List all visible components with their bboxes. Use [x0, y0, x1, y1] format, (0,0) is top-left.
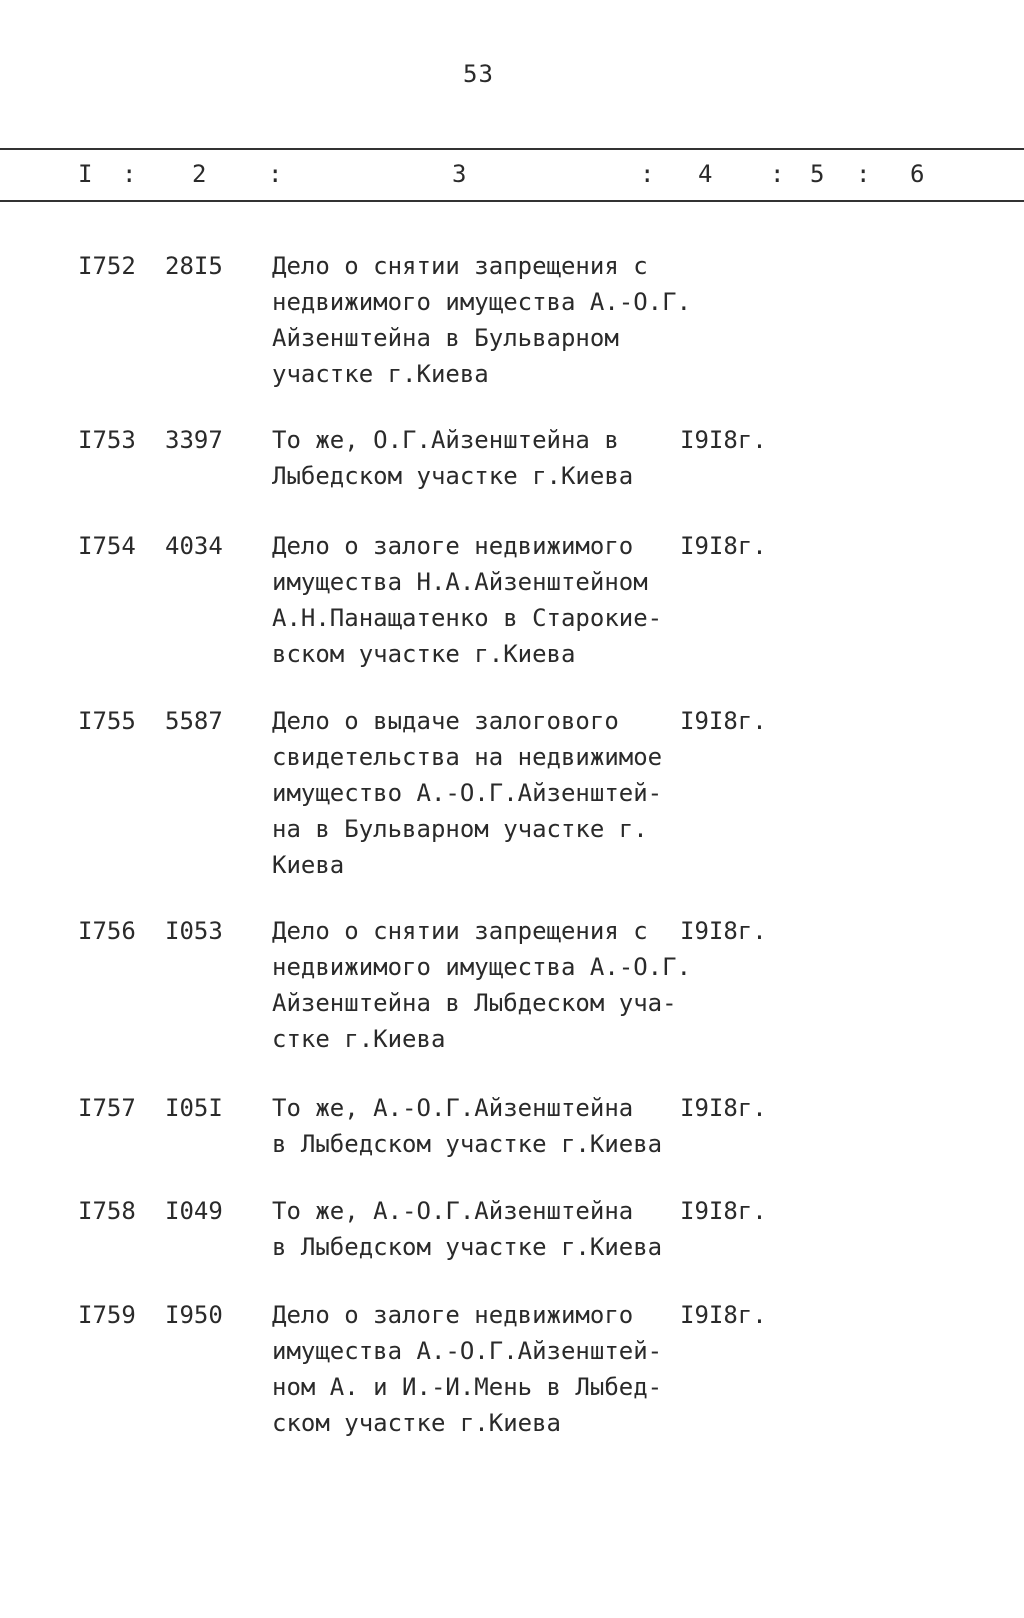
description-line: в Лыбедском участке г.Киева	[272, 1130, 663, 1158]
header-col-1: I	[78, 160, 93, 188]
description-line: То же, А.-О.Г.Айзенштейна	[272, 1094, 634, 1122]
description-line: стке г.Киева	[272, 1025, 446, 1053]
item-description	[272, 1297, 662, 1441]
header-separator: :	[122, 160, 137, 188]
item-number: I758	[78, 1197, 136, 1225]
item-number: I753	[78, 426, 136, 454]
item-number: I752	[78, 252, 136, 280]
description-line: То же, А.-О.Г.Айзенштейна	[272, 1197, 634, 1225]
description-line: ном А. и И.-И.Мень в Лыбед-	[272, 1373, 663, 1401]
header-col-3: 3	[452, 160, 467, 188]
header-col-2: 2	[192, 160, 207, 188]
item-number: I754	[78, 532, 136, 560]
item-description	[272, 913, 691, 1057]
description-line: вском участке г.Киева	[272, 640, 576, 668]
page-number: 53	[463, 60, 494, 88]
header-separator: :	[770, 160, 785, 188]
description-line: участке г.Киева	[272, 360, 489, 388]
header-col-6: 6	[910, 160, 925, 188]
item-date: I9I8г.	[680, 1094, 767, 1122]
description-line: имущества Н.А.Айзенштейном	[272, 568, 648, 596]
item-number: I756	[78, 917, 136, 945]
description-line: Дело о снятии запрещения с	[272, 252, 648, 280]
item-description	[272, 703, 662, 883]
old-reference-number: I049	[165, 1197, 223, 1225]
description-line: Лыбедском участке г.Киева	[272, 462, 634, 490]
description-line: Дело о снятии запрещения с	[272, 917, 648, 945]
description-line: недвижимого имущества А.-О.Г.	[272, 288, 692, 316]
description-line: Айзенштейна в Лыбдеском уча-	[272, 989, 677, 1017]
old-reference-number: 5587	[165, 707, 223, 735]
header-col-4: 4	[698, 160, 713, 188]
header-separator: :	[268, 160, 283, 188]
description-line: свидетельства на недвижимое	[272, 743, 663, 771]
description-line: недвижимого имущества А.-О.Г.	[272, 953, 692, 981]
description-line: Дело о залоге недвижимого	[272, 532, 634, 560]
old-reference-number: I05I	[165, 1094, 223, 1122]
old-reference-number: I053	[165, 917, 223, 945]
header-col-5: 5	[810, 160, 825, 188]
description-line: Айзенштейна в Бульварном	[272, 324, 619, 352]
item-date: I9I8г.	[680, 532, 767, 560]
description-line: ском участке г.Киева	[272, 1409, 561, 1437]
item-date: I9I8г.	[680, 707, 767, 735]
header-separator: :	[640, 160, 655, 188]
old-reference-number: I950	[165, 1301, 223, 1329]
item-date: I9I8г.	[680, 1197, 767, 1225]
description-line: Киева	[272, 851, 345, 879]
old-reference-number: 3397	[165, 426, 223, 454]
item-date: I9I8г.	[680, 1301, 767, 1329]
description-line: То же, О.Г.Айзенштейна в	[272, 426, 619, 454]
old-reference-number: 4034	[165, 532, 223, 560]
item-date: I9I8г.	[680, 917, 767, 945]
header-bottom-rule	[0, 200, 1024, 202]
item-description	[272, 1090, 662, 1162]
item-date: I9I8г.	[680, 426, 767, 454]
description-line: Дело о залоге недвижимого	[272, 1301, 634, 1329]
description-line: Дело о выдаче залогового	[272, 707, 619, 735]
description-line: имущество А.-О.Г.Айзенштей-	[272, 779, 663, 807]
old-reference-number: 28I5	[165, 252, 223, 280]
header-separator: :	[856, 160, 871, 188]
item-number: I759	[78, 1301, 136, 1329]
item-number: I757	[78, 1094, 136, 1122]
item-description	[272, 248, 691, 392]
description-line: на в Бульварном участке г.	[272, 815, 648, 843]
description-line: имущества А.-О.Г.Айзенштей-	[272, 1337, 663, 1365]
description-line: в Лыбедском участке г.Киева	[272, 1233, 663, 1261]
item-description	[272, 528, 662, 672]
description-line: А.Н.Панащатенко в Старокие-	[272, 604, 663, 632]
header-top-rule	[0, 148, 1024, 150]
item-description	[272, 1193, 662, 1265]
item-description	[272, 422, 633, 494]
item-number: I755	[78, 707, 136, 735]
